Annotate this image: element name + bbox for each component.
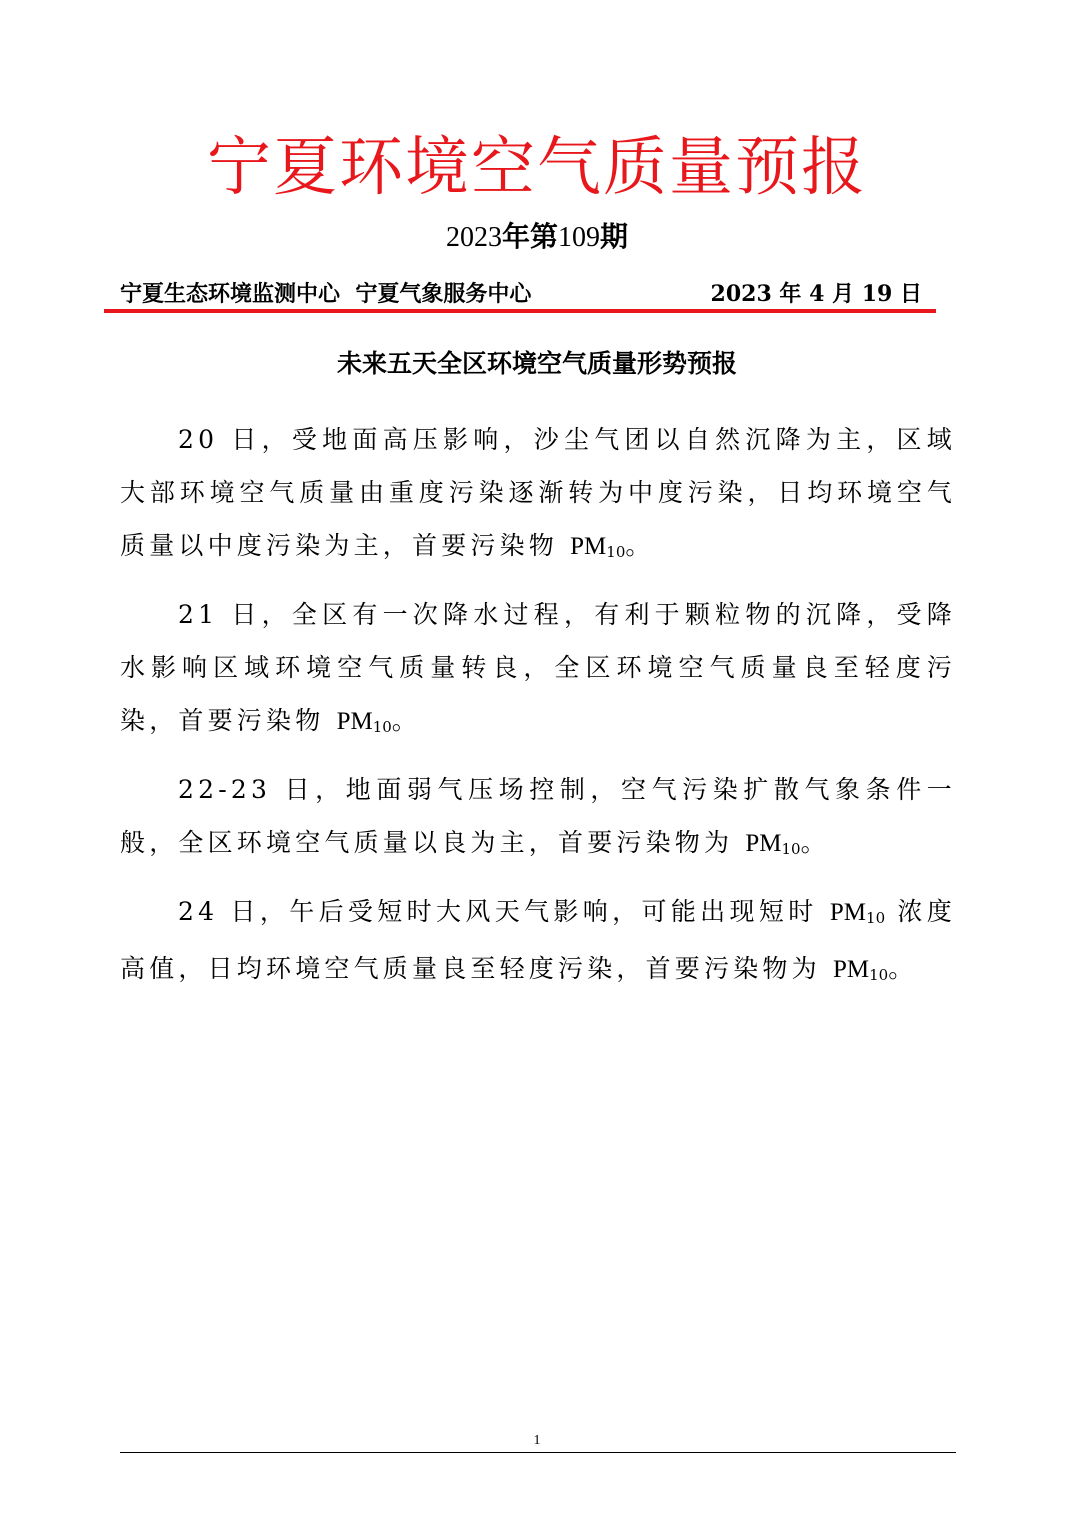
section-title: 未来五天全区环境空气质量形势预报 [336, 349, 737, 378]
pollutant-name: PM [829, 899, 867, 926]
issue-num: 109 [558, 222, 600, 253]
footer-rule [120, 1452, 956, 1453]
header-red-rule [104, 309, 936, 313]
forecast-paragraph-day-20 [120, 413, 956, 576]
paragraph-text: 21 日，全区有一次降水过程，有利于颗粒物的沉降，受降水影响区域环境空气质量转良，全区环境空气质量良至轻度污染，首要污染物 [120, 600, 956, 735]
pollutant-subscript: 10 [866, 909, 886, 927]
paragraph-text: 20 日，受地面高压影响，沙尘气团以自然沉降为主，区域大部环境空气质量由重度污染逐渐转为中度污染，日均环境空气质量以中度污染为主，首要污染物 [120, 425, 956, 560]
issue-num-unit: 期 [600, 220, 629, 253]
issuing-organizations: 宁夏生态环境监测中心 宁夏气象服务中心 [120, 281, 532, 307]
pollutant-subscript: 10 [869, 966, 889, 984]
paragraph-end: 。 [391, 706, 421, 735]
issue-date: 2023 年 4 月 19 日 [710, 281, 922, 307]
forecast-body [120, 413, 956, 999]
paragraph-text: 24 日，午后受短时大风天气影响，可能出现短时 [178, 897, 830, 926]
pollutant-subscript: 10 [781, 840, 801, 858]
pollutant-name: PM [336, 708, 373, 735]
pollutant-name: PM [832, 956, 870, 983]
page-number: 1 [533, 1433, 541, 1448]
issue-year-unit: 年第 [501, 220, 558, 253]
issue-number [0, 218, 1074, 257]
issuer-line [120, 278, 930, 310]
masthead-title: 宁夏环境空气质量预报 [207, 131, 867, 205]
paragraph-end: 。 [625, 531, 655, 560]
pollutant-subscript: 10 [372, 718, 392, 736]
pollutant-subscript: 10 [606, 543, 626, 561]
pollutant-name: PM [570, 533, 607, 560]
forecast-paragraph-day-22-23 [120, 763, 956, 873]
forecast-paragraph-day-24 [120, 885, 956, 999]
issue-year: 2023 [445, 222, 502, 253]
paragraph-text: 22-23 日，地面弱气压场控制，空气污染扩散气象条件一般，全区环境空气质量以良为主，首要污染物为 [120, 775, 956, 857]
pollutant-name: PM [745, 830, 782, 857]
paragraph-end: 。 [800, 828, 830, 857]
forecast-paragraph-day-21 [120, 588, 956, 751]
paragraph-text-middle: 浓度高值，日均环境空气质量良至轻度污染，首要污染物为 [120, 897, 956, 983]
paragraph-end: 。 [888, 954, 918, 983]
